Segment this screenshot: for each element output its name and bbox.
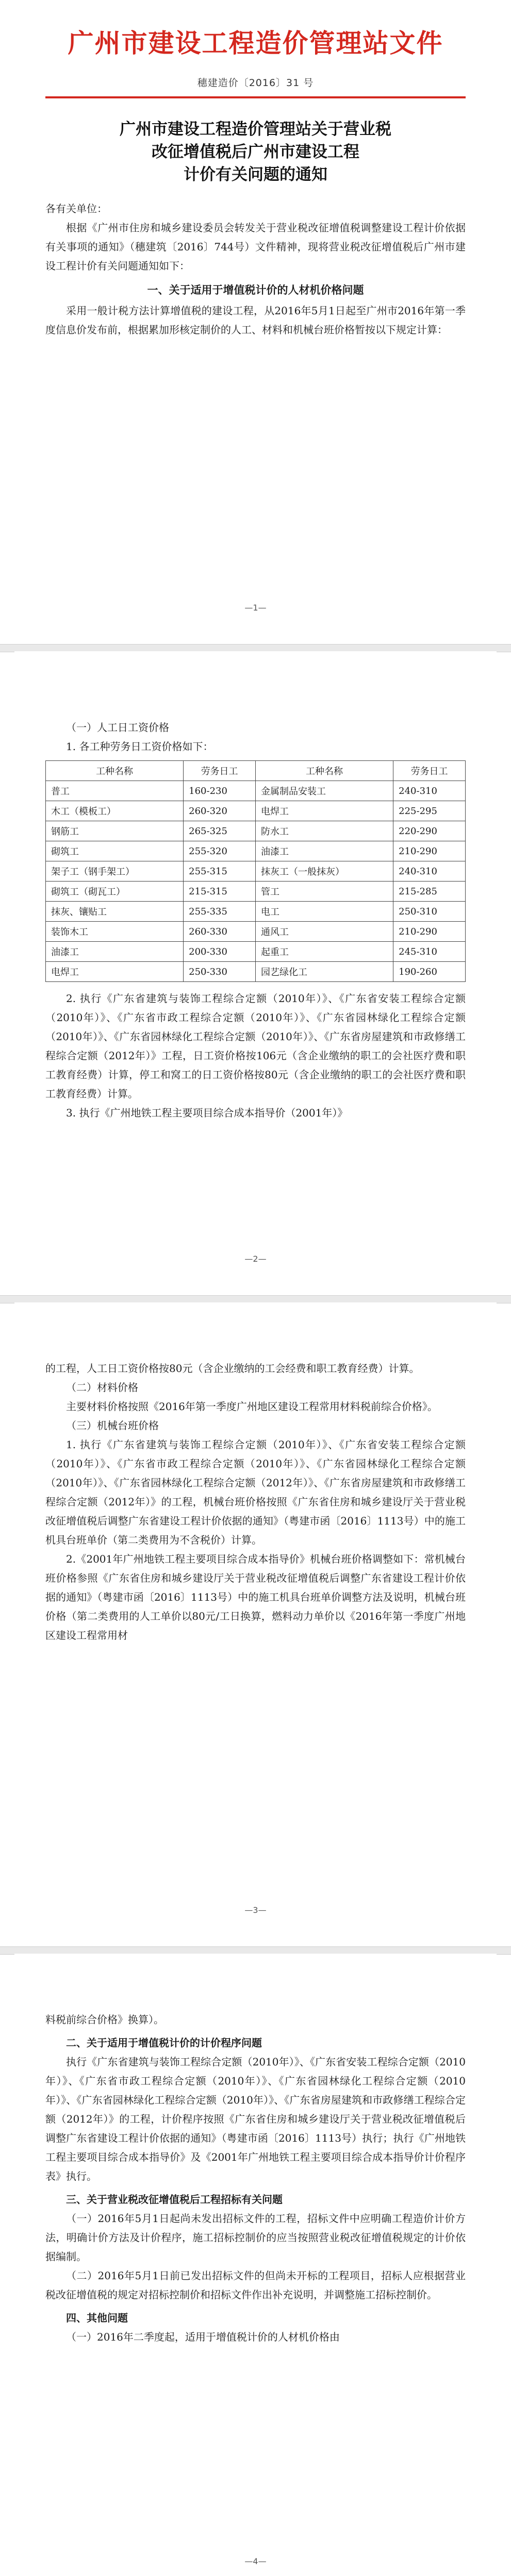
table-cell: 抹灰、镶贴工 bbox=[46, 902, 184, 922]
wages-paragraph-2: 2. 执行《广东省建筑与装饰工程综合定额（2010年）》、《广东省安装工程综合定额（2010年）》、《广东省市政工程综合定额（2010年）》、《广东省园林绿化工程综合定额（2010年）》、《广东省园林绿化工程综合定额（2010年）》、《广东省房屋建筑和市政修缮工程综合定额（2012年）》工程，日工资价格按106元（含企业缴纳的职工的会社医疗费和职工教育经费）计算，停工和窝工的日工资价格按80元（含企业缴纳的职工的会社医疗费和职工教育经费）计算。 bbox=[45, 992, 466, 1100]
page-number: —1— bbox=[244, 603, 267, 613]
table-cell: 225-295 bbox=[393, 801, 466, 821]
table-header-cell: 工种名称 bbox=[255, 761, 393, 781]
table-cell: 装饰木工 bbox=[46, 922, 184, 942]
title-line-1: 广州市建设工程造价管理站关于营业税 bbox=[120, 120, 391, 139]
table-cell: 管工 bbox=[255, 882, 393, 902]
table-row bbox=[46, 801, 466, 821]
table-cell: 260-330 bbox=[184, 922, 256, 942]
table-cell: 210-290 bbox=[393, 841, 466, 861]
materials-paragraph: 主要材料价格按照《2016年第一季度广州地区建设工程常用材料税前综合价格》。 bbox=[66, 1400, 438, 1413]
page-number: —2— bbox=[244, 1254, 267, 1264]
table-cell: 普工 bbox=[46, 781, 184, 801]
subsection-wages: （一）人工日工资价格 bbox=[66, 721, 169, 734]
continued-paragraph: 料税前综合价格》换算）。 bbox=[45, 2013, 164, 2026]
table-cell: 255-320 bbox=[184, 841, 256, 861]
table-cell: 电焊工 bbox=[46, 962, 184, 982]
table-cell: 240-310 bbox=[393, 861, 466, 882]
red-divider bbox=[45, 96, 466, 98]
subsection-wages-1: 1. 各工种劳务日工资价格如下： bbox=[66, 740, 213, 753]
table-cell: 265-325 bbox=[184, 821, 256, 841]
machinery-paragraph-1: 1. 执行《广东省建筑与装饰工程综合定额（2010年）》、《广东省安装工程综合定额（2010年）》、《广东省市政工程综合定额（2010年）》、《广东省园林绿化工程综合定额（2010年）》、《广东省园林绿化工程综合定额（2012年）》、《广东省房屋建筑和市政修缮工程综合定额（2012年）》的工程，机械台班价格按照《广东省住房和城乡建设厅关于营业税改征增值税后调整广东省建设工程计价依据的通知》（粤建市函〔2016〕1113号）中的施工机具台班单价（第二类费用为不含税价）计算。 bbox=[45, 1438, 466, 1546]
table-cell: 250-310 bbox=[393, 902, 466, 922]
table-cell: 电焊工 bbox=[255, 801, 393, 821]
section-4-paragraph: （一）2016年二季度起，适用于增值税计价的人材机价格由 bbox=[66, 2331, 340, 2343]
section-3-paragraph-2: （二）2016年5月1日前已发出招标文件的但尚未开标的工程项目，招标人应根据营业税改征增值税的规定对招标控制价和招标文件作出补充说明，并调整施工招标控制价。 bbox=[45, 2269, 466, 2301]
table-cell: 起重工 bbox=[255, 942, 393, 962]
table-cell: 240-310 bbox=[393, 781, 466, 801]
section-heading-2: 二、关于适用于增值税计价的计价程序问题 bbox=[66, 2037, 262, 2049]
table-cell: 160-230 bbox=[184, 781, 256, 801]
table-row bbox=[46, 821, 466, 841]
table-cell: 215-285 bbox=[393, 882, 466, 902]
table-cell: 210-290 bbox=[393, 922, 466, 942]
table-cell: 抹灰工（一般抹灰） bbox=[255, 861, 393, 882]
table-row bbox=[46, 942, 466, 962]
table-row bbox=[46, 962, 466, 982]
intro-paragraph: 根据《广州市住房和城乡建设委员会转发关于营业税改征增值税调整建设工程计价依据有关事项的通知》（穗建筑〔2016〕744号）文件精神，现将营业税改征增值税后广州市建设工程计价有关问题通知如下： bbox=[45, 222, 466, 272]
page-number: —3— bbox=[244, 1905, 267, 1915]
document-page-2 bbox=[14, 651, 497, 1295]
table-row bbox=[46, 922, 466, 942]
document-page-4 bbox=[14, 1954, 497, 2576]
table-cell: 190-260 bbox=[393, 962, 466, 982]
wages-table bbox=[45, 760, 466, 982]
table-row bbox=[46, 861, 466, 882]
table-header-cell: 劳务日工 bbox=[184, 761, 256, 781]
table-header-cell: 劳务日工 bbox=[393, 761, 466, 781]
section-2-paragraph: 执行《广东省建筑与装饰工程综合定额（2010年）》、《广东省安装工程综合定额（2010年）》、《广东省市政工程综合定额（2010年）》、《广东省园林绿化工程综合定额（2010年）》、《广东省园林绿化工程综合定额（2010年）》、《广东省房屋建筑和市政修缮工程综合定额（2012年）》的工程，计价程序按照《广东省住房和城乡建设厅关于营业税改征增值税后调整广东省建设工程计价依据的通知》（粤建市函〔2016〕1113号）执行；执行《广州地铁工程主要项目综合成本指导价》及《2001年广州地铁工程主要项目综合成本指导价计价程序表》执行。 bbox=[45, 2056, 466, 2182]
section-heading-4: 四、其他问题 bbox=[66, 2312, 128, 2324]
table-cell: 架子工（钢手架工） bbox=[46, 861, 184, 882]
document-number: 穗建造价〔2016〕31 号 bbox=[197, 77, 314, 89]
table-header-cell: 工种名称 bbox=[46, 761, 184, 781]
table-cell: 防水工 bbox=[255, 821, 393, 841]
document-page-3 bbox=[14, 1302, 497, 1946]
section-3-paragraph-1: （一）2016年5月1日起尚未发出招标文件的工程，招标文件中应明确工程造价计价方法，明确计价方法及计价程序，施工招标控制价的应当按照营业税改征增值税规定的计价依据编制。 bbox=[45, 2212, 466, 2263]
subsection-materials: （二）材料价格 bbox=[66, 1381, 138, 1394]
table-cell: 通风工 bbox=[255, 922, 393, 942]
table-header-row bbox=[46, 761, 466, 781]
table-row bbox=[46, 882, 466, 902]
continued-paragraph: 的工程，人工日工资价格按80元（含企业缴纳的工会经费和职工教育经费）计算。 bbox=[45, 1362, 420, 1375]
table-cell: 215-315 bbox=[184, 882, 256, 902]
table-row bbox=[46, 902, 466, 922]
table-cell: 砌筑工 bbox=[46, 841, 184, 861]
table-cell: 250-330 bbox=[184, 962, 256, 982]
document-title bbox=[45, 118, 466, 186]
table-cell: 油漆工 bbox=[46, 942, 184, 962]
table-cell: 电工 bbox=[255, 902, 393, 922]
table-row bbox=[46, 781, 466, 801]
table-cell: 260-320 bbox=[184, 801, 256, 821]
machinery-paragraph-2: 2.《2001年广州地铁工程主要项目综合成本指导价》机械台班价格调整如下：常机械台班价格参照《广东省住房和城乡建设厅关于营业税改征增值税后调整广东省建设工程计价依据的通知》（粤建市函〔2016〕1113号）中的施工机具台班单价调整方法及说明，机械台班价格（第二类费用的人工单价以80元/工日换算，燃料动力单价以《2016年第一季度广州地区建设工程常用材 bbox=[45, 1553, 466, 1641]
table-cell: 油漆工 bbox=[255, 841, 393, 861]
section-1-paragraph: 采用一般计税方法计算增值税的建设工程，从2016年5月1日起至广州市2016年第一季度信息价发布前，根据累加形核定制价的人工、材料和机械台班价格暂按以下规定计算： bbox=[45, 304, 466, 336]
table-cell: 园艺绿化工 bbox=[255, 962, 393, 982]
title-line-3: 计价有关问题的通知 bbox=[184, 165, 327, 184]
title-line-2: 改征增值税后广州市建设工程 bbox=[152, 143, 359, 161]
section-heading-1: 一、关于适用于增值税计价的人材机价格问题 bbox=[147, 283, 364, 296]
table-cell: 255-315 bbox=[184, 861, 256, 882]
section-heading-3: 三、关于营业税改征增值税后工程招标有关问题 bbox=[66, 2193, 283, 2206]
table-cell: 金属制品安装工 bbox=[255, 781, 393, 801]
table-cell: 220-290 bbox=[393, 821, 466, 841]
wages-paragraph-3: 3. 执行《广州地铁工程主要项目综合成本指导价（2001年）》 bbox=[66, 1107, 348, 1119]
table-cell: 砌筑工（砌瓦工） bbox=[46, 882, 184, 902]
table-cell: 200-330 bbox=[184, 942, 256, 962]
table-row bbox=[46, 841, 466, 861]
salutation: 各有关单位： bbox=[45, 202, 107, 215]
subsection-machinery: （三）机械台班价格 bbox=[66, 1419, 159, 1432]
table-cell: 木工（模板工） bbox=[46, 801, 184, 821]
page-number: —4— bbox=[244, 2556, 267, 2566]
table-cell: 245-310 bbox=[393, 942, 466, 962]
table-cell: 钢筋工 bbox=[46, 821, 184, 841]
document-masthead: 广州市建设工程造价管理站文件 bbox=[68, 28, 443, 58]
table-cell: 255-335 bbox=[184, 902, 256, 922]
document-page-1 bbox=[14, 0, 497, 644]
